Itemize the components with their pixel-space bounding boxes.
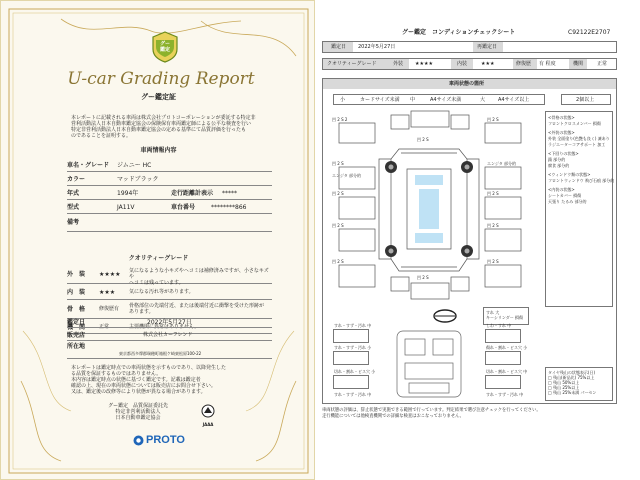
section-vehicle-heading: 車両情報内容 (140, 147, 177, 154)
sheet-footer: 車両状態の評価は、辞止状態で実施できる範囲で行っています。判定結果で選び注意チェックを行ってください。 走行機能については他検査機関での詳細な検査はおこなっておりません。 (322, 408, 541, 419)
row-dealer: 販売店 株式会社カーフレンド (67, 328, 272, 341)
condition-notes: <骨格の状態> フロントクロスメンバー 損傷 <外装の状態> 外装 全面塗り(色艶も良く) 凍あり ラジエーターコアサポート 加工 <下回りの状態> 錆 部分的 腐食 部分的 <ウィンドウ類の状態> フロントウィンドウ 飛び石痕 部分的 <内装の状態> シートカバー 損傷 天張り たるみ 部分的 (545, 111, 613, 307)
badge-text: グー 鑑定 (159, 41, 170, 53)
row-model: 型式 JA11V 車台番号 ********866 (67, 200, 272, 214)
count-box: 2個以上 (561, 94, 611, 105)
size-scale: 小 カードサイズ未満 中 A4サイズ未満 大 A4サイズ以上 (333, 94, 545, 105)
grade-exterior: 外 装 ★★★★ 気になるような小キズやヘコミは補修済みですが、小さなキズや ヘコミは残っています。 (67, 265, 272, 284)
report-subtitle: グー鑑定証 (141, 93, 176, 101)
interior-diagram: すれ・すず・汚れ 中 しわ・すれ 中 すれ・すず・汚れ 小 傷れ・割れ・ピス穴 小 切れ・割れ・ピス穴 小 切れ・割れ・ピス穴 中 すれ・すず・汚れ 中 すれ・すず・汚れ 中 (334, 323, 528, 397)
row-color: カラー マッドブラック (67, 172, 272, 186)
intro-text: 本レポートに記載される車両は株式会社プロトコーポレーションが委託する特定非 営利活動法人日本自動車鑑定協会の保険保有車両鑑定師による公平な検査を行い 特定非営利活動法人日本自動車鑑定協会の定める基準にて品質評価を行ったも のであることを証明する。 (71, 115, 256, 139)
row-address: 所在地 東京都西多摩郡瑞穂町箱根ケ崎東松原100-22 (67, 341, 272, 359)
grade-frame: 骨 格 修復歴有 骨格部位の先端付近、または後端付近に衝撃を受けた形跡が あります。 (67, 300, 272, 319)
jaaa-logo: JAAA (196, 403, 220, 427)
exterior-diagram: 凹 2 S 2 凹 2 S エンジタ 部分的 凹 2 S 凹 2 S 凹 2 S 凹 2 S エンジタ 部分的 凹 2 S 凹 2 S 凹 2 S 凹 2 S 凹 2 S (329, 109, 529, 305)
car-interior-icon (387, 329, 471, 399)
section-quality-heading: クオリティーグレード (128, 255, 189, 262)
steering-wheel-icon (433, 309, 457, 323)
row-car-name: 車名・グレード ジムニー HC (67, 158, 272, 172)
steering-note-box: すれ 大 キーシリンダー 損傷 (483, 307, 529, 325)
row-year: 年式 1994年 走行距離計表示 ***** (67, 186, 272, 200)
row-remarks: 備考 (67, 214, 272, 232)
condition-check-sheet (322, 27, 617, 453)
quality-row: クオリティーグレード 外装 ★★★★ 内装 ★★★ 修復歴 有 程度 機関 正常 (322, 58, 617, 70)
row-inspect-date: 鑑定日 2022年5月27日 (67, 315, 272, 328)
date-row: 鑑定日 2022年5月27日 再鑑定日 (322, 41, 617, 53)
grading-certificate (0, 0, 315, 480)
jaaa-emblem-icon (200, 404, 216, 418)
footer-note: 本レポートは鑑定時点での車両状態を示すものであり、以降発生した る品質を保証するものではありません。 本内容は鑑定時点の状態に基づく鑑定です。記載は鑑定者 確認の上、現在の車両状態については販売店にお問合せ下さい。 又は、鑑定後の改修等により状態が異なる場合があります。 (71, 365, 227, 395)
car-topview-icon (329, 109, 529, 305)
goo-badge-logo (151, 31, 179, 63)
tire-legend: タイヤ残山の状態表示(日) □ 残山(新品比) 75%以上 □ 残山 50%以上 □ 残山 25%以上 □ 残山 25%未満 パーセン (545, 367, 613, 401)
grade-interior: 内 装 ★★★ 気になる汚れ等があります。 (67, 284, 272, 300)
proto-logo: PROTO (133, 434, 193, 448)
proto-mark-icon (133, 435, 144, 446)
sheet-header: グー鑑定 コンディションチェックシート C92122E2707 (402, 29, 611, 36)
vehicle-state-section: 車両状態の箇所 小 カードサイズ未満 中 A4サイズ未満 大 A4サイズ以上 2個以上 凹 2 S 2 凹 2 S エンジタ 部分的 凹 2 S 凹 2 S 凹 2 S 凹 2 S エンジタ 部分的 凹 2 S 凹 2 S 凹 2 S 凹 2 S 凹 2 S <骨格の状態> フロントクロスメンバー 損傷 <外装の状態> 外装 全面塗り(色艶も良く) 凍あり ラジエーターコアサポート 加工 <下回りの状態> 錆 部分的 腐食 部分的 <ウィンドウ類の状態> フロントウィンドウ 飛び石痕 部分的 <内装の状態> シートカバー 損傷 天張り たるみ 部分的 すれ 大 キーシリンダー 損傷 すれ・すず・汚れ 中 しわ・すれ 中 すれ・すず・汚れ 小 傷れ・割れ・ピス穴 小 切れ・割れ・ピス穴 小 切れ・割れ・ピス穴 中 すれ・すず・汚れ 中 すれ・すず・汚れ 中 タイヤ残山の状態表示(日) □ 残山(新品比) 75%以上 □ 残山 50%以上 □ 残山 25%以上 □ 残山 25%未満 パーセン (322, 78, 617, 404)
issuer-block: グー鑑定 品質保証委託先 特定非営利活動法人 日本自動車鑑定協会 (107, 403, 168, 421)
grade-engine: 機 関 正常 主要機関に異常はありません。 (67, 319, 272, 334)
report-title: U-car Grading Report (67, 69, 255, 89)
